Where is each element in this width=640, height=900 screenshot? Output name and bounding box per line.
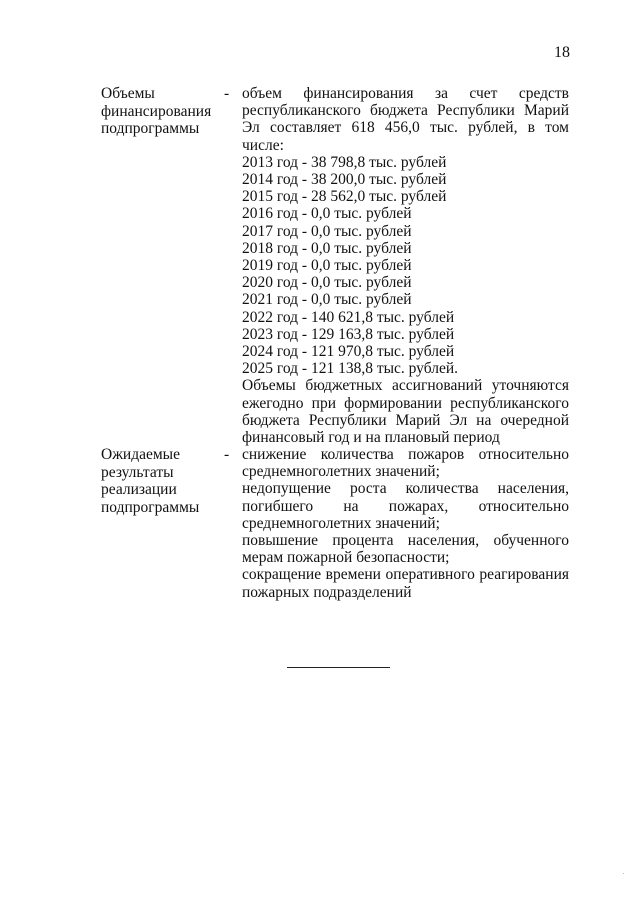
funding-year-2020: 2020 год - 0,0 тыс. рублей <box>242 274 412 292</box>
funding-year-2019: 2019 год - 0,0 тыс. рублей <box>242 257 412 275</box>
page-number: 18 <box>554 44 570 61</box>
result-item-training: повышение процента населения, обученного мерам пожарной безопасности; <box>242 532 569 567</box>
scan-speck <box>623 873 624 874</box>
funding-dash: - <box>224 85 230 102</box>
result-item-deaths: недопущение роста количества населения, погибшего на пожарах, относительно среднемноголетних значений; <box>242 480 569 532</box>
funding-year-2013: 2013 год - 38 798,8 тыс. рублей <box>242 153 447 171</box>
funding-year-2021: 2021 год - 0,0 тыс. рублей <box>242 291 412 309</box>
result-item-response-time: сокращение времени оперативного реагирования пожарных подразделений <box>242 566 569 601</box>
funding-year-2015: 2015 год - 28 562,0 тыс. рублей <box>242 188 447 206</box>
funding-intro-line1: объем финансирования за счет средств <box>242 85 569 102</box>
funding-year-2023: 2023 год - 129 163,8 тыс. рублей <box>242 325 455 343</box>
funding-label: Объемы финансирования подпрограммы <box>101 85 212 137</box>
funding-year-2016: 2016 год - 0,0 тыс. рублей <box>242 205 412 223</box>
funding-intro-rest: республиканского бюджета Республики Марий Эл составляет 618 456,0 тыс. рублей, в том числе: <box>242 102 569 154</box>
funding-year-2017: 2017 год - 0,0 тыс. рублей <box>242 222 412 240</box>
funding-year-2024: 2024 год - 121 970,8 тыс. рублей <box>242 343 455 361</box>
results-dash: - <box>224 446 230 463</box>
funding-content <box>242 85 569 446</box>
results-content <box>242 446 569 601</box>
funding-year-2025: 2025 год - 121 138,8 тыс. рублей. <box>242 360 459 378</box>
funding-year-2022: 2022 год - 140 621,8 тыс. рублей <box>242 308 455 326</box>
funding-year-2018: 2018 год - 0,0 тыс. рублей <box>242 239 412 257</box>
funding-note: Объемы бюджетных ассигнований уточняются ежегодно при формировании республиканского бюджета Республики Марий Эл на очередной финансовый год и на плановый период <box>242 377 569 447</box>
results-label: Ожидаемые результаты реализации подпрограммы <box>101 446 200 516</box>
result-item-fires: снижение количества пожаров относительно среднемноголетних значений; <box>242 446 569 481</box>
end-divider <box>287 667 390 668</box>
funding-year-2014: 2014 год - 38 200,0 тыс. рублей <box>242 171 447 189</box>
